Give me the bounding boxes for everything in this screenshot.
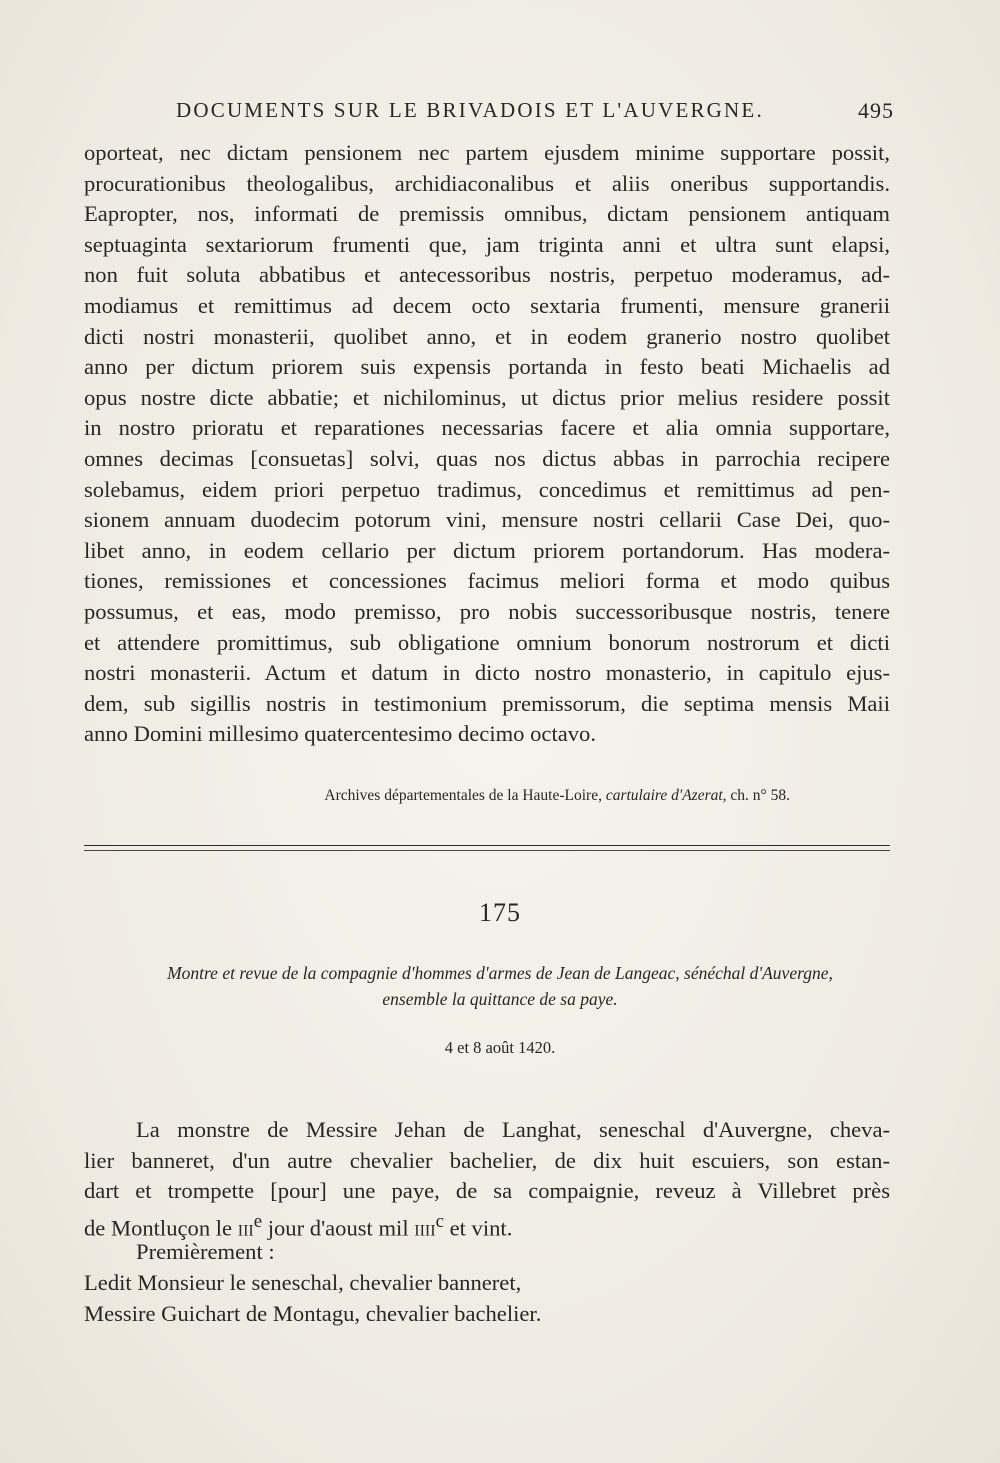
text-line: non fuit soluta abbatibus et antecessoribus nostris, perpetuo moderamus, ad- <box>84 262 890 288</box>
document-title-line: Montre et revue de la compagnie d'hommes d'armes de Jean de Langeac, sénéchal d'Auvergne, <box>167 963 833 983</box>
archive-ref-prefix: Archives départementales de la Haute-Loire, <box>324 787 606 804</box>
archive-ref-suffix: , ch. n° 58. <box>722 787 790 804</box>
french-body-text <box>84 1115 890 1329</box>
document-title <box>100 960 900 1012</box>
running-title: DOCUMENTS SUR LE BRIVADOIS ET L'AUVERGNE. <box>176 98 764 122</box>
latin-body-text <box>84 138 890 750</box>
list-item: Messire Guichart de Montagu, chevalier bachelier. <box>84 1300 542 1326</box>
text-fragment: jour d'aoust mil <box>262 1215 415 1241</box>
text-line: oporteat, nec dictam pensionem nec partem ejusdem minime supportare possit, <box>84 140 890 165</box>
text-line: dem, sub sigillis nostris in testimonium premissorum, die septima mensis Maii <box>84 690 890 716</box>
roman-numeral: iii <box>237 1215 254 1241</box>
superscript: c <box>435 1210 444 1232</box>
text-line: anno Domini millesimo quatercentesimo decimo octavo. <box>84 721 596 747</box>
text-line <box>84 1207 890 1241</box>
text-line: possumus, et eas, modo premisso, pro nobis successoribusque nostris, tenere <box>84 598 890 624</box>
text-line: procurationibus theologalibus, archidiaconalibus et aliis oneribus supportandis. <box>84 170 890 196</box>
list-intro: Premièrement : <box>136 1239 275 1265</box>
text-line: sionem annuam duodecim potorum vini, mensure nostri cellarii Case Dei, quo- <box>84 507 890 533</box>
text-line: in nostro prioratu et reparationes necessarias facere et alia omnia supportare, <box>84 415 890 441</box>
text-line: libet anno, in eodem cellario per dictum priorem portandorum. Has modera- <box>84 537 890 563</box>
document-title-line: ensemble la quittance de sa paye. <box>382 989 618 1009</box>
text-line: tiones, remissiones et concessiones facimus meliori forma et modo quibus <box>84 568 890 594</box>
text-line: omnes decimas [consuetas] solvi, quas nos dictus abbas in parrochia recipere <box>84 445 890 471</box>
running-head <box>84 98 894 132</box>
superscript: e <box>253 1210 263 1232</box>
text-line: anno per dictum priorem suis expensis portanda in festo beati Michaelis ad <box>84 354 890 380</box>
text-line: La monstre de Messire Jehan de Langhat, seneschal d'Auvergne, cheva- <box>136 1117 890 1142</box>
section-separator <box>84 845 890 851</box>
list-item: Ledit Monsieur le seneschal, chevalier banneret, <box>84 1269 522 1295</box>
document-date: 4 et 8 août 1420. <box>444 1038 556 1057</box>
text-line: Eapropter, nos, informati de premissis omnibus, dictam pensionem antiquam <box>84 201 890 227</box>
archive-reference <box>84 787 890 805</box>
page-number: 495 <box>858 98 894 123</box>
text-line: et attendere promittimus, sub obligatione omnium bonorum nostrorum et dicti <box>84 629 890 655</box>
text-line: lier banneret, d'un autre chevalier bachelier, de dix huit escuiers, son estan- <box>84 1147 890 1173</box>
archive-ref-italic: cartulaire d'Azerat <box>605 787 723 804</box>
text-line: dicti nostri monasterii, quolibet anno, et in eodem granerio nostro quolibet <box>84 323 890 349</box>
text-line: opus nostre dicte abbatie; et nichilominus, ut dictus prior melius residere possit <box>84 384 890 410</box>
text-line: nostri monasterii. Actum et datum in dicto nostro monasterio, in capitulo ejus- <box>84 660 890 686</box>
text-fragment: de Montluçon le <box>84 1215 238 1241</box>
text-line: dart et trompette [pour] une paye, de sa compaignie, reveuz à Villebret près <box>84 1178 890 1204</box>
text-fragment: et vint. <box>443 1215 513 1241</box>
roman-numeral: iiii <box>414 1215 436 1241</box>
text-line: septuaginta sextariorum frumenti que, jam triginta anni et ultra sunt elapsi, <box>84 231 890 257</box>
document-number: 175 <box>479 898 521 927</box>
text-line: modiamus et remittimus ad decem octo sextaria frumenti, mensure granerii <box>84 292 890 318</box>
text-line: solebamus, eidem priori perpetuo tradimus, concedimus et remittimus ad pen- <box>84 476 890 502</box>
